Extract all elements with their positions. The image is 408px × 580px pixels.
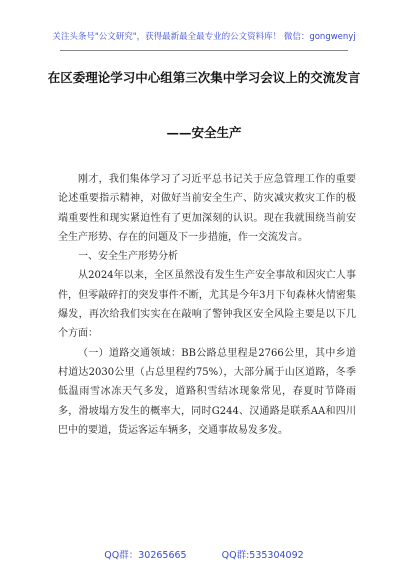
qq-group-1: QQ群：30265665 (104, 550, 187, 561)
document-body (58, 170, 356, 440)
paragraph-intro: 刚才，我们集体学习了习近平总书记关于应急管理工作的重要论述重要指示精神，对做好当前安全生产、防灾减灾救灾工作的极端重要性和现实紧迫性有了更加深刻的认识。现在我就围绕当前安全生产形势、存在的问题及下一步措施，作一交流发言。 (58, 174, 356, 243)
qq-group-2: QQ群:535304092 (221, 550, 304, 561)
section-heading: 一、安全生产形势分析 (78, 251, 178, 263)
watermark-footer (0, 547, 408, 561)
header-divider (60, 50, 348, 51)
watermark-header: 关注头条号"公文研究"，获得最新最全最专业的公文资料库！ 微信：gongwenyj (52, 32, 356, 42)
document-subtitle: ——安全生产 (166, 125, 242, 140)
paragraph-traffic: （一）道路交通领域：BB公路总里程是2766公里，其中乡道村道达2030公里（占总里程约75%），大部分属于山区道路，冬季低温雨雪冰冻天气多发，道路积雪结冰现象常见，春夏时节降雨多，滑坡塌方发生的概率大，同时G244、汉通路是联系AA和四川巴中的要道，货运客运车辆多，交通事故易发多发。 (58, 347, 356, 436)
paragraph-situation: 从2024年以来，全区虽然没有发生生产安全事故和因灾亡人事件，但零敲碎打的突发事件不断，尤其是今年3月下旬森林火情密集爆发，再次给我们实实在在敲响了警钟我区安全风险主要是以下几个方面： (58, 270, 356, 340)
document-title: 在区委理论学习中心组第三次集中学习会议上的交流发言 (47, 70, 361, 85)
